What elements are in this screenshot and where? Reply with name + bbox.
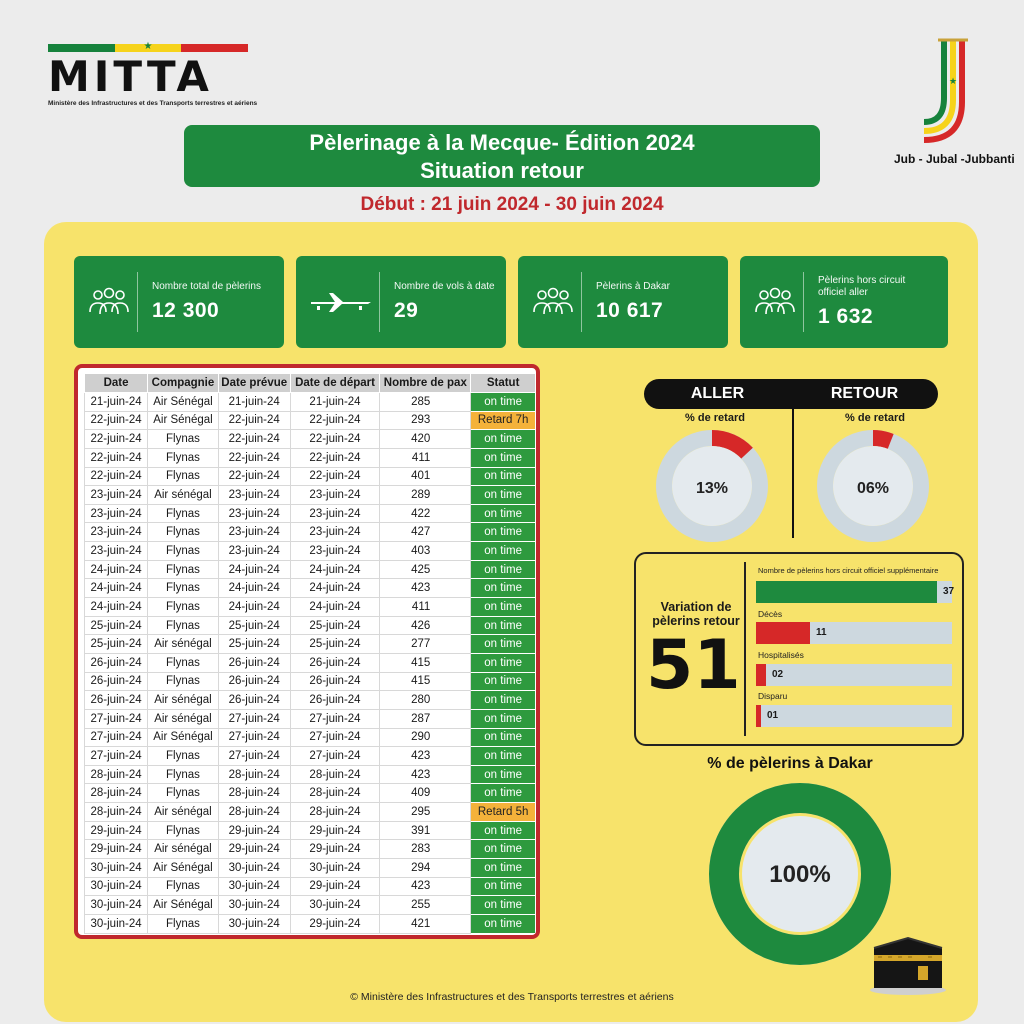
table-row [85,914,536,933]
svg-text:★: ★ [949,76,958,86]
stat-value: 10 617 [596,299,664,322]
table-row [85,653,536,672]
cell-date: 23-juin-24 [85,542,148,561]
stat-label: Nombre total de pèlerins [152,281,261,292]
people-icon [524,272,582,332]
cell-pax: 289 [380,486,471,505]
cell-scheduled-date: 25-juin-24 [218,635,290,654]
cell-scheduled-date: 25-juin-24 [218,616,290,635]
cell-scheduled-date: 22-juin-24 [218,467,290,486]
table-row [85,859,536,878]
aller-label: ALLER [690,385,745,402]
star-icon: ★ [143,41,153,52]
cell-scheduled-date: 26-juin-24 [218,653,290,672]
cell-scheduled-date: 24-juin-24 [218,579,290,598]
bar-label-deces: Décès [758,609,783,619]
cell-status: on time [471,560,536,579]
dakar-title: % de pèlerins à Dakar [707,755,873,772]
cell-pax: 423 [380,877,471,896]
cell-scheduled-date: 30-juin-24 [218,896,290,915]
cell-date: 22-juin-24 [85,467,148,486]
cell-company: Flynas [148,579,219,598]
jub-slogan: Jub - Jubal -Jubbanti [894,152,1015,166]
cell-pax: 411 [380,448,471,467]
cell-status: on time [471,765,536,784]
bar-fill-disparu [756,705,761,727]
retour-delay-donut [815,428,931,544]
flights-table-card [74,364,540,939]
cell-company: Flynas [148,430,219,449]
cell-status: on time [471,821,536,840]
bar-label-disparu: Disparu [758,691,788,701]
bar-value-disparu: 01 [767,710,779,721]
variation-label: Variation de pèlerins retour [652,600,740,628]
bar-hors-circuit [756,581,955,603]
table-row [85,765,536,784]
cell-pax: 423 [380,765,471,784]
people-icon [746,272,804,332]
cell-departure-date: 26-juin-24 [290,672,380,691]
cell-company: Flynas [148,653,219,672]
cell-company: Flynas [148,504,219,523]
cell-scheduled-date: 24-juin-24 [218,598,290,617]
cell-status: on time [471,784,536,803]
table-row [85,430,536,449]
cell-date: 30-juin-24 [85,859,148,878]
cell-date: 27-juin-24 [85,709,148,728]
cell-status: on time [471,635,536,654]
cell-company: Flynas [148,598,219,617]
cell-status: on time [471,877,536,896]
column-header: Statut [471,374,536,393]
cell-date: 22-juin-24 [85,430,148,449]
cell-scheduled-date: 27-juin-24 [218,709,290,728]
cell-departure-date: 22-juin-24 [290,411,380,430]
cell-departure-date: 29-juin-24 [290,821,380,840]
cell-pax: 277 [380,635,471,654]
bar-fill-hospitalises [756,664,766,686]
column-header: Date prévue [218,374,290,393]
stat-label: Pèlerins hors circuit officiel aller [818,275,906,298]
cell-scheduled-date: 23-juin-24 [218,523,290,542]
cell-departure-date: 21-juin-24 [290,393,380,412]
footer-copyright: © Ministère des Infrastructures et des Transports terrestres et aériens [350,991,674,1003]
cell-scheduled-date: 27-juin-24 [218,728,290,747]
cell-departure-date: 26-juin-24 [290,653,380,672]
cell-company: Flynas [148,747,219,766]
bar-fill-hors-circuit [756,581,937,603]
cell-status: on time [471,504,536,523]
cell-date: 26-juin-24 [85,672,148,691]
cell-date: 23-juin-24 [85,523,148,542]
table-row [85,448,536,467]
cell-pax: 427 [380,523,471,542]
cell-date: 25-juin-24 [85,616,148,635]
cell-date: 28-juin-24 [85,765,148,784]
cell-pax: 415 [380,672,471,691]
cell-scheduled-date: 24-juin-24 [218,560,290,579]
variation-divider [744,562,746,736]
jub-logo [894,36,1015,166]
cell-pax: 423 [380,579,471,598]
cell-status: on time [471,709,536,728]
cell-pax: 421 [380,914,471,933]
cell-pax: 422 [380,504,471,523]
cell-status: on time [471,523,536,542]
cell-company: Flynas [148,877,219,896]
cell-date: 28-juin-24 [85,803,148,822]
cell-scheduled-date: 23-juin-24 [218,542,290,561]
cell-date: 24-juin-24 [85,560,148,579]
cell-status: on time [471,672,536,691]
cell-departure-date: 22-juin-24 [290,467,380,486]
cell-status: on time [471,653,536,672]
cell-date: 28-juin-24 [85,784,148,803]
cell-company: Air Sénégal [148,411,219,430]
cell-company: Flynas [148,523,219,542]
cell-status: on time [471,859,536,878]
cell-company: Flynas [148,448,219,467]
cell-pax: 423 [380,747,471,766]
cell-departure-date: 27-juin-24 [290,728,380,747]
cell-company: Flynas [148,914,219,933]
cell-scheduled-date: 22-juin-24 [218,448,290,467]
cell-scheduled-date: 30-juin-24 [218,877,290,896]
column-header: Compagnie [148,374,219,393]
cell-date: 29-juin-24 [85,840,148,859]
bar-deces [756,622,952,644]
cell-company: Air sénégal [148,709,219,728]
cell-pax: 411 [380,598,471,617]
cell-departure-date: 23-juin-24 [290,486,380,505]
bar-label-hospitalises: Hospitalisés [758,650,804,660]
cell-pax: 420 [380,430,471,449]
bar-value-hospitalises: 02 [772,669,784,680]
bar-hospitalises [756,664,952,686]
table-row [85,523,536,542]
cell-departure-date: 23-juin-24 [290,523,380,542]
cell-date: 30-juin-24 [85,914,148,933]
table-row [85,840,536,859]
cell-company: Flynas [148,616,219,635]
cell-departure-date: 26-juin-24 [290,691,380,710]
dakar-value: 100% [769,861,831,888]
table-row [85,560,536,579]
retour-delay-value: 06% [856,480,890,497]
aller-delay-label: % de retard [685,412,745,424]
retour-label: RETOUR [830,385,899,402]
cell-pax: 403 [380,542,471,561]
senegal-flag-bar [48,41,248,52]
stat-label: Pèlerins à Dakar [596,281,670,292]
stat-value: 12 300 [152,299,220,322]
cell-pax: 283 [380,840,471,859]
cell-departure-date: 28-juin-24 [290,765,380,784]
kaaba-icon [868,930,948,996]
table-row [85,747,536,766]
table-row [85,504,536,523]
cell-pax: 426 [380,616,471,635]
cell-scheduled-date: 28-juin-24 [218,784,290,803]
table-row [85,411,536,430]
cell-company: Air Sénégal [148,859,219,878]
cell-status: on time [471,598,536,617]
title-line-1: Pèlerinage à la Mecque- Édition 2024 [309,130,695,155]
logo-subtitle: Ministère des Infrastructures et des Transports terrestres et aériens [48,100,258,107]
cell-date: 26-juin-24 [85,691,148,710]
bar-value-hors-circuit: 37 [943,586,955,597]
airplane-icon [302,272,380,332]
table-row [85,486,536,505]
cell-company: Air Sénégal [148,393,219,412]
mitta-logo [48,41,258,107]
column-header: Date de départ [290,374,380,393]
table-row [85,579,536,598]
cell-pax: 401 [380,467,471,486]
cell-departure-date: 28-juin-24 [290,803,380,822]
cell-pax: 293 [380,411,471,430]
flights-table [84,373,536,934]
cell-date: 23-juin-24 [85,486,148,505]
table-row [85,467,536,486]
cell-scheduled-date: 30-juin-24 [218,859,290,878]
stat-value: 29 [394,299,419,322]
cell-status: Retard 7h [471,411,536,430]
cell-pax: 295 [380,803,471,822]
table-row [85,709,536,728]
cell-departure-date: 29-juin-24 [290,877,380,896]
cell-status: on time [471,430,536,449]
cell-date: 30-juin-24 [85,896,148,915]
table-row [85,728,536,747]
stat-card-total-pilgrims [74,256,284,348]
cell-scheduled-date: 29-juin-24 [218,840,290,859]
cell-company: Air sénégal [148,840,219,859]
cell-scheduled-date: 30-juin-24 [218,914,290,933]
cell-pax: 425 [380,560,471,579]
cell-pax: 409 [380,784,471,803]
cell-date: 26-juin-24 [85,653,148,672]
cell-date: 21-juin-24 [85,393,148,412]
cell-status: on time [471,393,536,412]
cell-status: on time [471,728,536,747]
table-row [85,542,536,561]
cell-pax: 287 [380,709,471,728]
column-header: Date [85,374,148,393]
table-row [85,896,536,915]
table-row [85,616,536,635]
cell-company: Flynas [148,672,219,691]
table-row [85,821,536,840]
date-range: Début : 21 juin 2024 - 30 juin 2024 [360,194,664,215]
cell-company: Air sénégal [148,486,219,505]
cell-status: on time [471,840,536,859]
cell-departure-date: 29-juin-24 [290,914,380,933]
table-row [85,672,536,691]
table-row [85,803,536,822]
variation-value: 51 [646,626,741,705]
cell-departure-date: 29-juin-24 [290,840,380,859]
stat-label: Nombre de vols à date [394,281,495,292]
stat-card-hors-circuit [740,256,948,348]
stat-card-flights [296,256,506,348]
cell-status: on time [471,486,536,505]
aller-delay-donut [654,428,770,544]
cell-company: Air sénégal [148,635,219,654]
cell-departure-date: 25-juin-24 [290,635,380,654]
cell-status: Retard 5h [471,803,536,822]
cell-pax: 285 [380,393,471,412]
cell-company: Air Sénégal [148,728,219,747]
cell-status: on time [471,542,536,561]
cell-departure-date: 30-juin-24 [290,859,380,878]
aller-retour-header [644,379,938,409]
cell-pax: 391 [380,821,471,840]
cell-date: 27-juin-24 [85,728,148,747]
table-row [85,877,536,896]
cell-date: 24-juin-24 [85,598,148,617]
cell-departure-date: 22-juin-24 [290,448,380,467]
cell-company: Air sénégal [148,803,219,822]
cell-departure-date: 23-juin-24 [290,542,380,561]
cell-status: on time [471,467,536,486]
cell-departure-date: 25-juin-24 [290,616,380,635]
cell-company: Flynas [148,542,219,561]
bar-label-hors-circuit: Nombre de pèlerins hors circuit officiel supplémentaire [758,566,939,575]
cell-pax: 294 [380,859,471,878]
retour-delay-label: % de retard [845,412,905,424]
title-banner [184,125,820,187]
cell-pax: 290 [380,728,471,747]
cell-departure-date: 24-juin-24 [290,598,380,617]
cell-departure-date: 30-juin-24 [290,896,380,915]
cell-company: Flynas [148,467,219,486]
cell-departure-date: 27-juin-24 [290,747,380,766]
cell-departure-date: 28-juin-24 [290,784,380,803]
cell-scheduled-date: 27-juin-24 [218,747,290,766]
aller-retour-divider [792,408,794,538]
logo-word: MITTA [48,52,213,101]
cell-pax: 255 [380,896,471,915]
cell-scheduled-date: 28-juin-24 [218,765,290,784]
cell-departure-date: 24-juin-24 [290,579,380,598]
table-row [85,598,536,617]
people-icon [80,272,138,332]
cell-date: 23-juin-24 [85,504,148,523]
cell-date: 22-juin-24 [85,411,148,430]
cell-pax: 415 [380,653,471,672]
aller-delay-value: 13% [695,480,729,497]
cell-scheduled-date: 23-juin-24 [218,504,290,523]
cell-scheduled-date: 22-juin-24 [218,430,290,449]
table-row [85,635,536,654]
cell-scheduled-date: 26-juin-24 [218,691,290,710]
cell-scheduled-date: 23-juin-24 [218,486,290,505]
title-line-2: Situation retour [420,158,584,183]
cell-company: Air sénégal [148,691,219,710]
cell-status: on time [471,914,536,933]
cell-scheduled-date: 22-juin-24 [218,411,290,430]
cell-status: on time [471,747,536,766]
cell-status: on time [471,896,536,915]
cell-company: Flynas [148,784,219,803]
bar-disparu [756,705,952,727]
cell-departure-date: 27-juin-24 [290,709,380,728]
stat-value: 1 632 [818,305,874,328]
cell-date: 30-juin-24 [85,877,148,896]
cell-company: Flynas [148,560,219,579]
cell-date: 27-juin-24 [85,747,148,766]
bar-value-deces: 11 [816,627,827,638]
table-row [85,784,536,803]
cell-status: on time [471,691,536,710]
dakar-donut [706,780,894,968]
cell-date: 22-juin-24 [85,448,148,467]
cell-pax: 280 [380,691,471,710]
cell-date: 29-juin-24 [85,821,148,840]
cell-departure-date: 24-juin-24 [290,560,380,579]
column-header: Nombre de pax [380,374,471,393]
cell-company: Air Sénégal [148,896,219,915]
cell-scheduled-date: 28-juin-24 [218,803,290,822]
bar-fill-deces [756,622,810,644]
jub-j-icon [916,36,972,146]
table-row [85,393,536,412]
cell-company: Flynas [148,821,219,840]
cell-scheduled-date: 29-juin-24 [218,821,290,840]
cell-departure-date: 22-juin-24 [290,430,380,449]
cell-company: Flynas [148,765,219,784]
cell-scheduled-date: 21-juin-24 [218,393,290,412]
cell-date: 24-juin-24 [85,579,148,598]
cell-scheduled-date: 26-juin-24 [218,672,290,691]
cell-status: on time [471,448,536,467]
cell-status: on time [471,616,536,635]
cell-date: 25-juin-24 [85,635,148,654]
cell-status: on time [471,579,536,598]
table-row [85,691,536,710]
cell-departure-date: 23-juin-24 [290,504,380,523]
stat-card-dakar [518,256,728,348]
